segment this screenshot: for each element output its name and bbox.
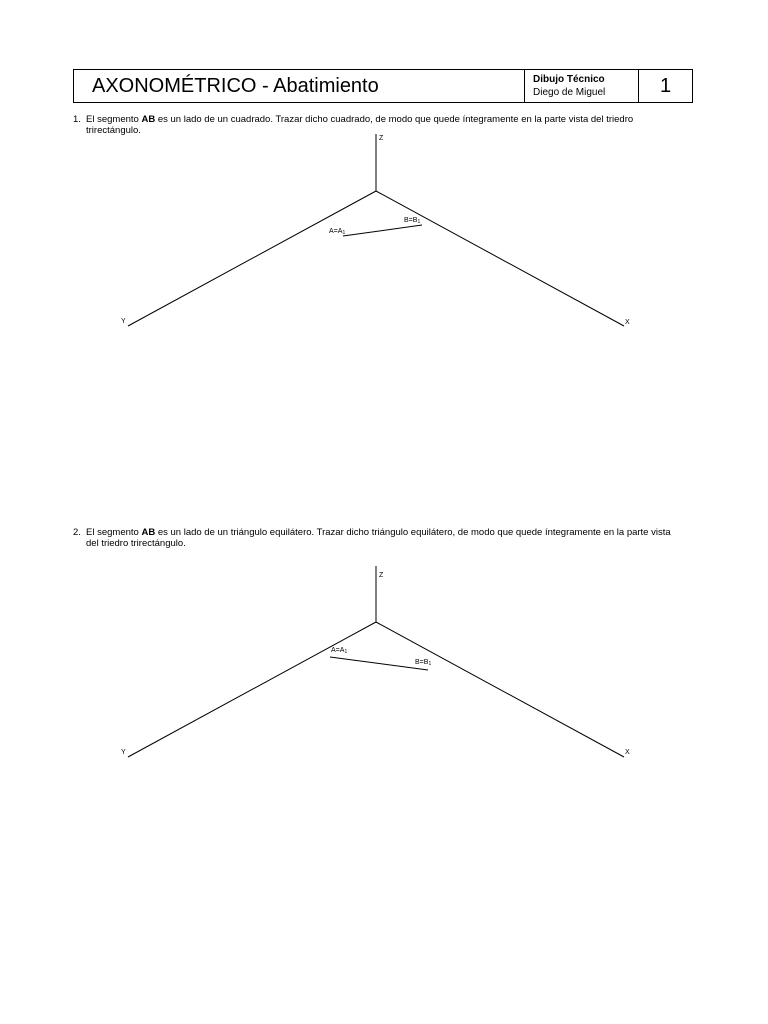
axis-label-y: Y xyxy=(121,749,126,756)
point-label-a: A=A1 xyxy=(329,228,346,236)
x-axis xyxy=(376,622,624,757)
segment-label: AB xyxy=(141,527,156,538)
sheet-number: 1 xyxy=(638,70,692,102)
axis-label-x: X xyxy=(625,749,630,756)
subject-label: Dibujo Técnico xyxy=(533,74,605,85)
statement-text: es un lado de un cuadrado. Trazar dicho cuadrado, de modo que quede íntegramente en la parte vista del triedro trirectángulo. xyxy=(86,114,634,136)
point-label-b: B=B1 xyxy=(404,217,421,225)
point-label-b: B=B1 xyxy=(415,659,432,667)
exercise-number: 1. xyxy=(73,114,81,125)
page-title: AXONOMÉTRICO - Abatimiento xyxy=(92,74,379,97)
axis-label-x: X xyxy=(625,319,630,326)
axis-label-y: Y xyxy=(121,318,126,325)
statement-text: El segmento xyxy=(86,527,142,538)
segment-label: AB xyxy=(141,114,156,125)
axis-label-z: Z xyxy=(379,135,384,142)
axis-label-z: Z xyxy=(379,572,384,579)
y-axis xyxy=(128,622,376,757)
point-label-a: A=A1 xyxy=(331,647,348,655)
statement-text: es un lado de un triángulo equilátero. Trazar dicho triángulo equilátero, de modo que quede íntegramente en la parte vista del triedro trirectángulo. xyxy=(86,527,671,549)
author-name: Diego de Miguel xyxy=(533,87,606,98)
statement-text: El segmento xyxy=(86,114,142,125)
segment-ab xyxy=(330,657,428,670)
exercise-number: 2. xyxy=(73,527,81,538)
